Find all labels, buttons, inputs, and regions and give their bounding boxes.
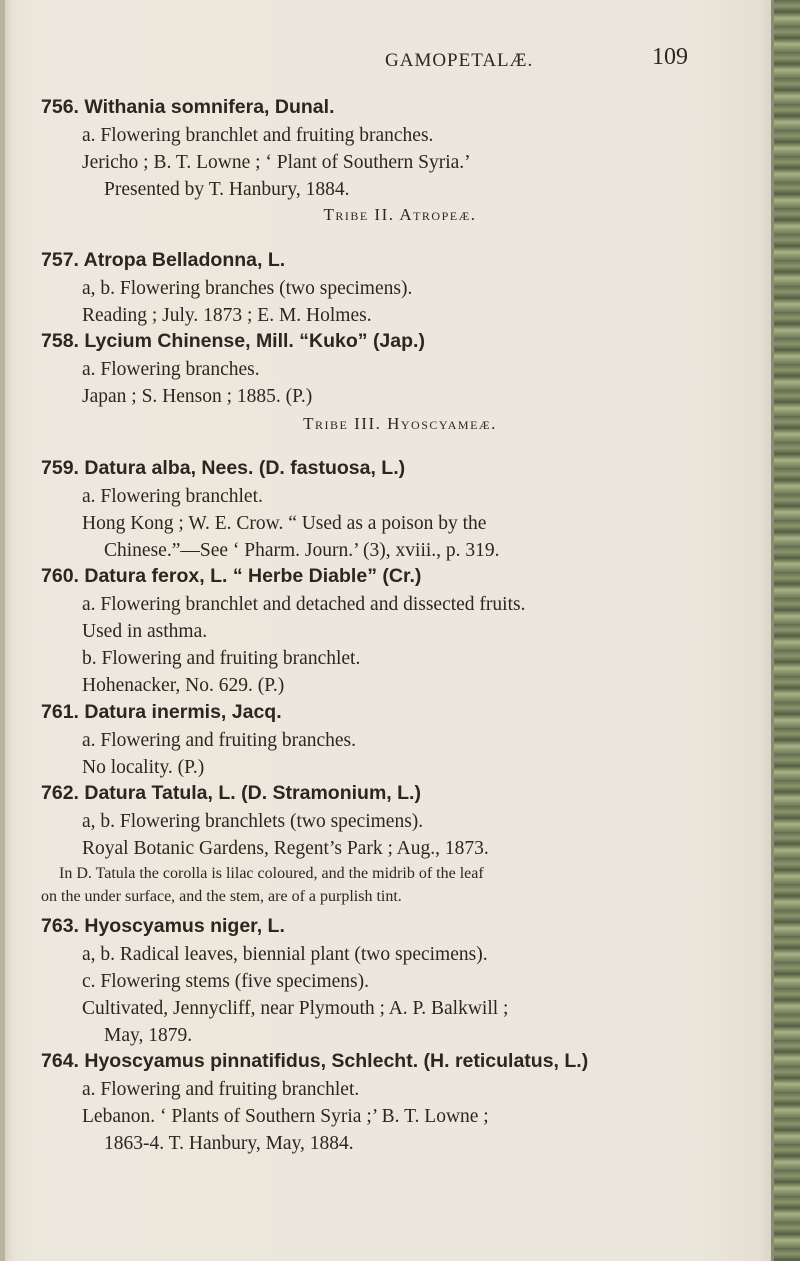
entry-heading: 764. Hyoscyamus pinnatifidus, Schlecht. (H. reticulatus, L.) <box>41 1050 589 1072</box>
entry-line: Hohenacker, No. 629. (P.) <box>82 675 285 696</box>
entry-line: Reading ; July. 1873 ; E. M. Holmes. <box>82 305 372 326</box>
entry-line: Presented by T. Hanbury, 1884. <box>104 179 350 200</box>
entry-note: In D. Tatula the corolla is lilac coloured, and the midrib of the leaf <box>59 865 484 882</box>
page-number: 109 <box>652 44 688 70</box>
entry-line: Jericho ; B. T. Lowne ; ‘ Plant of Southern Syria.’ <box>82 152 471 173</box>
running-title: GAMOPETALÆ. <box>385 50 534 71</box>
entry-heading: 760. Datura ferox, L. “ Herbe Diable” (Cr.) <box>41 565 422 587</box>
entry-line: No locality. (P.) <box>82 757 205 778</box>
entry-line: a, b. Flowering branches (two specimens). <box>82 278 413 299</box>
entry-762 <box>41 778 741 908</box>
entry-heading: 763. Hyoscyamus niger, L. <box>41 915 285 937</box>
entry-line: 1863-4. T. Hanbury, May, 1884. <box>104 1133 354 1154</box>
entry-line: Japan ; S. Henson ; 1885. (P.) <box>82 386 313 407</box>
book-binding-strip <box>774 0 800 1261</box>
entry-line: b. Flowering and fruiting branchlet. <box>82 648 361 669</box>
entry-line: Lebanon. ‘ Plants of Southern Syria ;’ B. T. Lowne ; <box>82 1106 489 1127</box>
entry-line: Cultivated, Jennycliff, near Plymouth ; A. P. Balkwill ; <box>82 998 509 1019</box>
entry-note: on the under surface, and the stem, are of a purplish tint. <box>41 888 402 905</box>
entry-757 <box>41 245 741 329</box>
entry-line: c. Flowering stems (five specimens). <box>82 971 370 992</box>
entry-line: May, 1879. <box>104 1025 193 1046</box>
entry-line: a. Flowering branchlet and fruiting branches. <box>82 125 434 146</box>
entry-heading: 759. Datura alba, Nees. (D. fastuosa, L.) <box>41 457 406 479</box>
entry-line: Used in asthma. <box>82 621 208 642</box>
entry-line: a. Flowering branches. <box>82 359 260 380</box>
entry-764 <box>41 1046 741 1157</box>
entry-761 <box>41 697 741 781</box>
entry-line: Royal Botanic Gardens, Regent’s Park ; Aug., 1873. <box>82 838 489 859</box>
entry-heading: 762. Datura Tatula, L. (D. Stramonium, L.) <box>41 782 421 804</box>
entry-heading: 756. Withania somnifera, Dunal. <box>41 96 335 118</box>
entry-line: Chinese.”—See ‘ Pharm. Journ.’ (3), xviii., p. 319. <box>104 540 500 561</box>
tribe-heading: Tribe II. Atropeæ. <box>323 205 477 224</box>
entry-line: a. Flowering and fruiting branchlet. <box>82 1079 360 1100</box>
entry-line: a, b. Flowering branchlets (two specimens). <box>82 811 424 832</box>
entry-heading: 761. Datura inermis, Jacq. <box>41 701 282 723</box>
page-left-edge <box>0 0 5 1261</box>
entry-line: a. Flowering branchlet. <box>82 486 263 507</box>
entry-heading: 758. Lycium Chinense, Mill. “Kuko” (Jap.) <box>41 330 425 352</box>
entry-758 <box>41 326 741 410</box>
entry-756 <box>41 92 741 203</box>
entry-759 <box>41 453 741 564</box>
tribe-heading: Tribe III. Hyoscyameæ. <box>303 414 497 433</box>
entry-763 <box>41 911 741 1049</box>
entry-heading: 757. Atropa Belladonna, L. <box>41 249 286 271</box>
entry-line: a, b. Radical leaves, biennial plant (two specimens). <box>82 944 488 965</box>
entry-line: a. Flowering and fruiting branches. <box>82 730 357 751</box>
entry-line: Hong Kong ; W. E. Crow. “ Used as a poison by the <box>82 513 487 534</box>
entry-760 <box>41 561 741 699</box>
entry-line: a. Flowering branchlet and detached and dissected fruits. <box>82 594 526 615</box>
